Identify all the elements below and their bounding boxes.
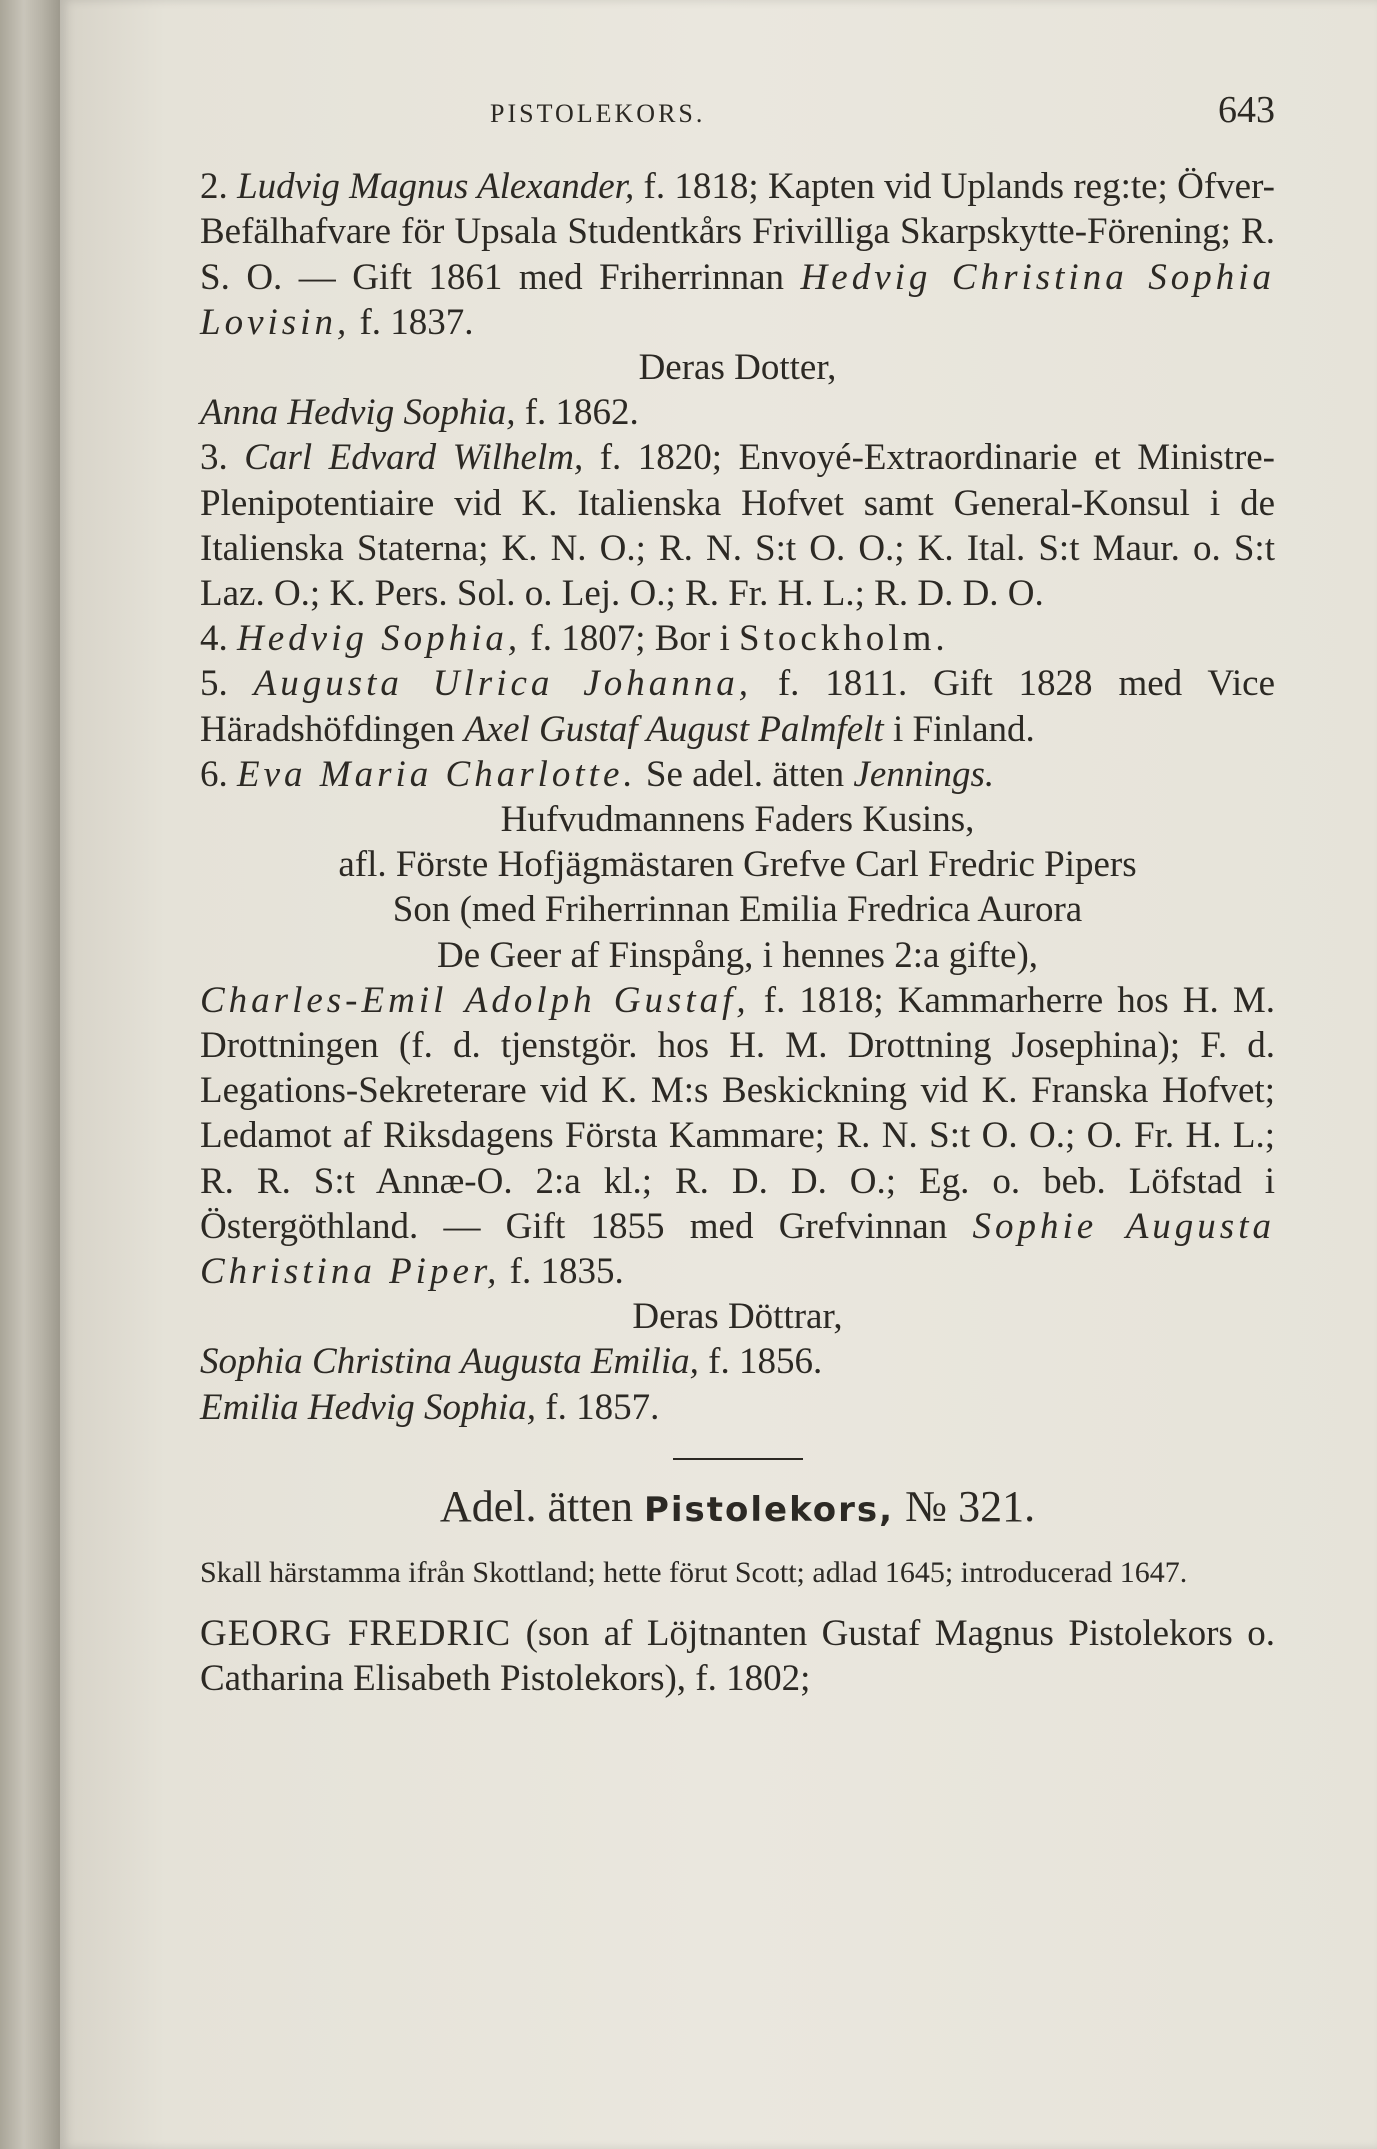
entry-5 — [200, 661, 1275, 751]
family-heading — [200, 1481, 1275, 1533]
entry-text: f. 1807; Bor i — [521, 618, 740, 660]
person-name: Eva Maria Charlotte. — [237, 753, 637, 795]
spouse-name: Axel Gustaf August Palmfelt — [464, 708, 884, 750]
entry-text: f. 1811. Gift 1828 med Vice Häradshöfdingen — [200, 663, 1275, 750]
entry-text: f. 1818; Kammarherre hos H. M. Drottningen (f. d. tjenstgör. hos H. M. Drottning Josephina); F. d. Legations-Sekreterare vid K. M:s Beskickning vid K. Franska Hofvet; Ledamot af Riksdagens Första Kammare; R. N. S:t O. O.; O. Fr. H. L.; R. R. S:t Annæ-O. 2:a kl.; R. D. D. O.; Eg. o. beb. Löfstad i Östergöthland. — Gift 1855 med Grefvinnan — [200, 979, 1275, 1247]
spouse-name: Sophie Augusta Christina Piper, — [200, 1205, 1275, 1293]
person-name: Augusta Ulrica Johanna, — [253, 663, 752, 705]
page-number: 643 — [1218, 89, 1275, 131]
daughter-name: Sophia Christina Augusta Emilia, — [200, 1341, 699, 1383]
book-gutter — [0, 0, 60, 2149]
entry-number: 4. — [200, 618, 228, 660]
family-origin: Skall härstamma ifrån Skottland; hette förut Scott; adlad 1645; introducerad 1647. — [200, 1556, 1188, 1590]
cousin-heading-2: afl. Förste Hofjägmästaren Grefve Carl Fredric Pipers — [338, 844, 1137, 886]
daughter-born: f. 1856. — [698, 1341, 823, 1383]
entry-text: f. 1837. — [350, 301, 474, 343]
section-divider — [673, 1458, 803, 1460]
daughters-heading: Deras Döttrar, — [632, 1296, 843, 1338]
family-number: № 321. — [894, 1481, 1036, 1531]
family-head-entry — [200, 1611, 1275, 1701]
entry-text: Se adel. ätten — [636, 753, 854, 795]
running-head: PISTOLEKORS. — [490, 99, 706, 128]
person-name: Charles-Emil Adolph Gustaf, — [200, 979, 750, 1021]
entry-text: i Finland. — [883, 708, 1035, 750]
entry-4 — [200, 616, 1275, 661]
family-name: Pistolekors, — [643, 1489, 895, 1530]
entry-number: 6. — [200, 753, 228, 795]
book-page — [60, 0, 1377, 2149]
cousin-entry — [200, 978, 1275, 1294]
family-prefix: Adel. ätten — [439, 1481, 644, 1531]
entry-number: 2. — [200, 166, 228, 208]
cousin-heading-1: Hufvudmannens Faders Kusins, — [500, 799, 975, 841]
person-name: Ludvig Magnus Alexander, — [237, 166, 635, 208]
daughter-born: f. 1862. — [515, 392, 639, 434]
entry-text: f. 1820; Envoyé-Extraordinarie et Ministre-Plenipotentiaire vid K. Italienska Hofvet samt General-Konsul i de Italienska Staterna; K. N. O.; R. N. S:t O. O.; K. Ital. S:t Maur. o. S:t Laz. O.; K. Pers. Sol. o. Lej. O.; R. Fr. H. L.; R. D. D. O. — [200, 437, 1276, 615]
cousin-heading-3: Son (med Friherrinnan Emilia Fredrica Aurora — [392, 889, 1083, 931]
daughter-born: f. 1857. — [536, 1386, 660, 1428]
daughters-heading: Deras Dotter, — [638, 347, 837, 389]
person-name: Carl Edvard Wilhelm, — [244, 437, 584, 479]
spouse-name: Hedvig Christina Sophia Lovisin, — [200, 256, 1275, 343]
cousin-heading-4: De Geer af Finspång, i hennes 2:a gifte), — [436, 934, 1039, 976]
entry-number: 5. — [200, 663, 228, 705]
place-name: Stockholm. — [739, 618, 949, 660]
page-header — [490, 88, 1275, 136]
entry-text: f. 1835. — [500, 1251, 624, 1293]
entry-text: f. 1818; Kapten vid Uplands reg:te; Öfver-Befälhafvare för Upsala Studentkårs Frivilliga Skarpskytte-Förening; R. S. O. — Gift 1861 med Friherrinnan — [200, 166, 1276, 298]
reference-name: Jennings. — [853, 753, 995, 795]
person-name: GEORG FREDRIC — [200, 1613, 512, 1655]
entry-2 — [200, 164, 1275, 345]
daughter-name: Anna Hedvig Sophia, — [200, 392, 516, 434]
daughter-line — [200, 390, 1275, 435]
entry-text: (son af Löjtnanten Gustaf Magnus Pistolekors o. Catharina Elisabeth Pistolekors), f. 1802; — [200, 1613, 1275, 1700]
page-text — [200, 88, 1275, 1702]
entry-3 — [200, 435, 1275, 616]
entry-6 — [200, 752, 1275, 797]
daughter-line — [200, 1339, 1275, 1384]
entry-number: 3. — [200, 437, 228, 479]
person-name: Hedvig Sophia, — [237, 618, 522, 660]
daughter-name: Emilia Hedvig Sophia, — [200, 1386, 537, 1428]
daughter-line — [200, 1385, 1275, 1430]
